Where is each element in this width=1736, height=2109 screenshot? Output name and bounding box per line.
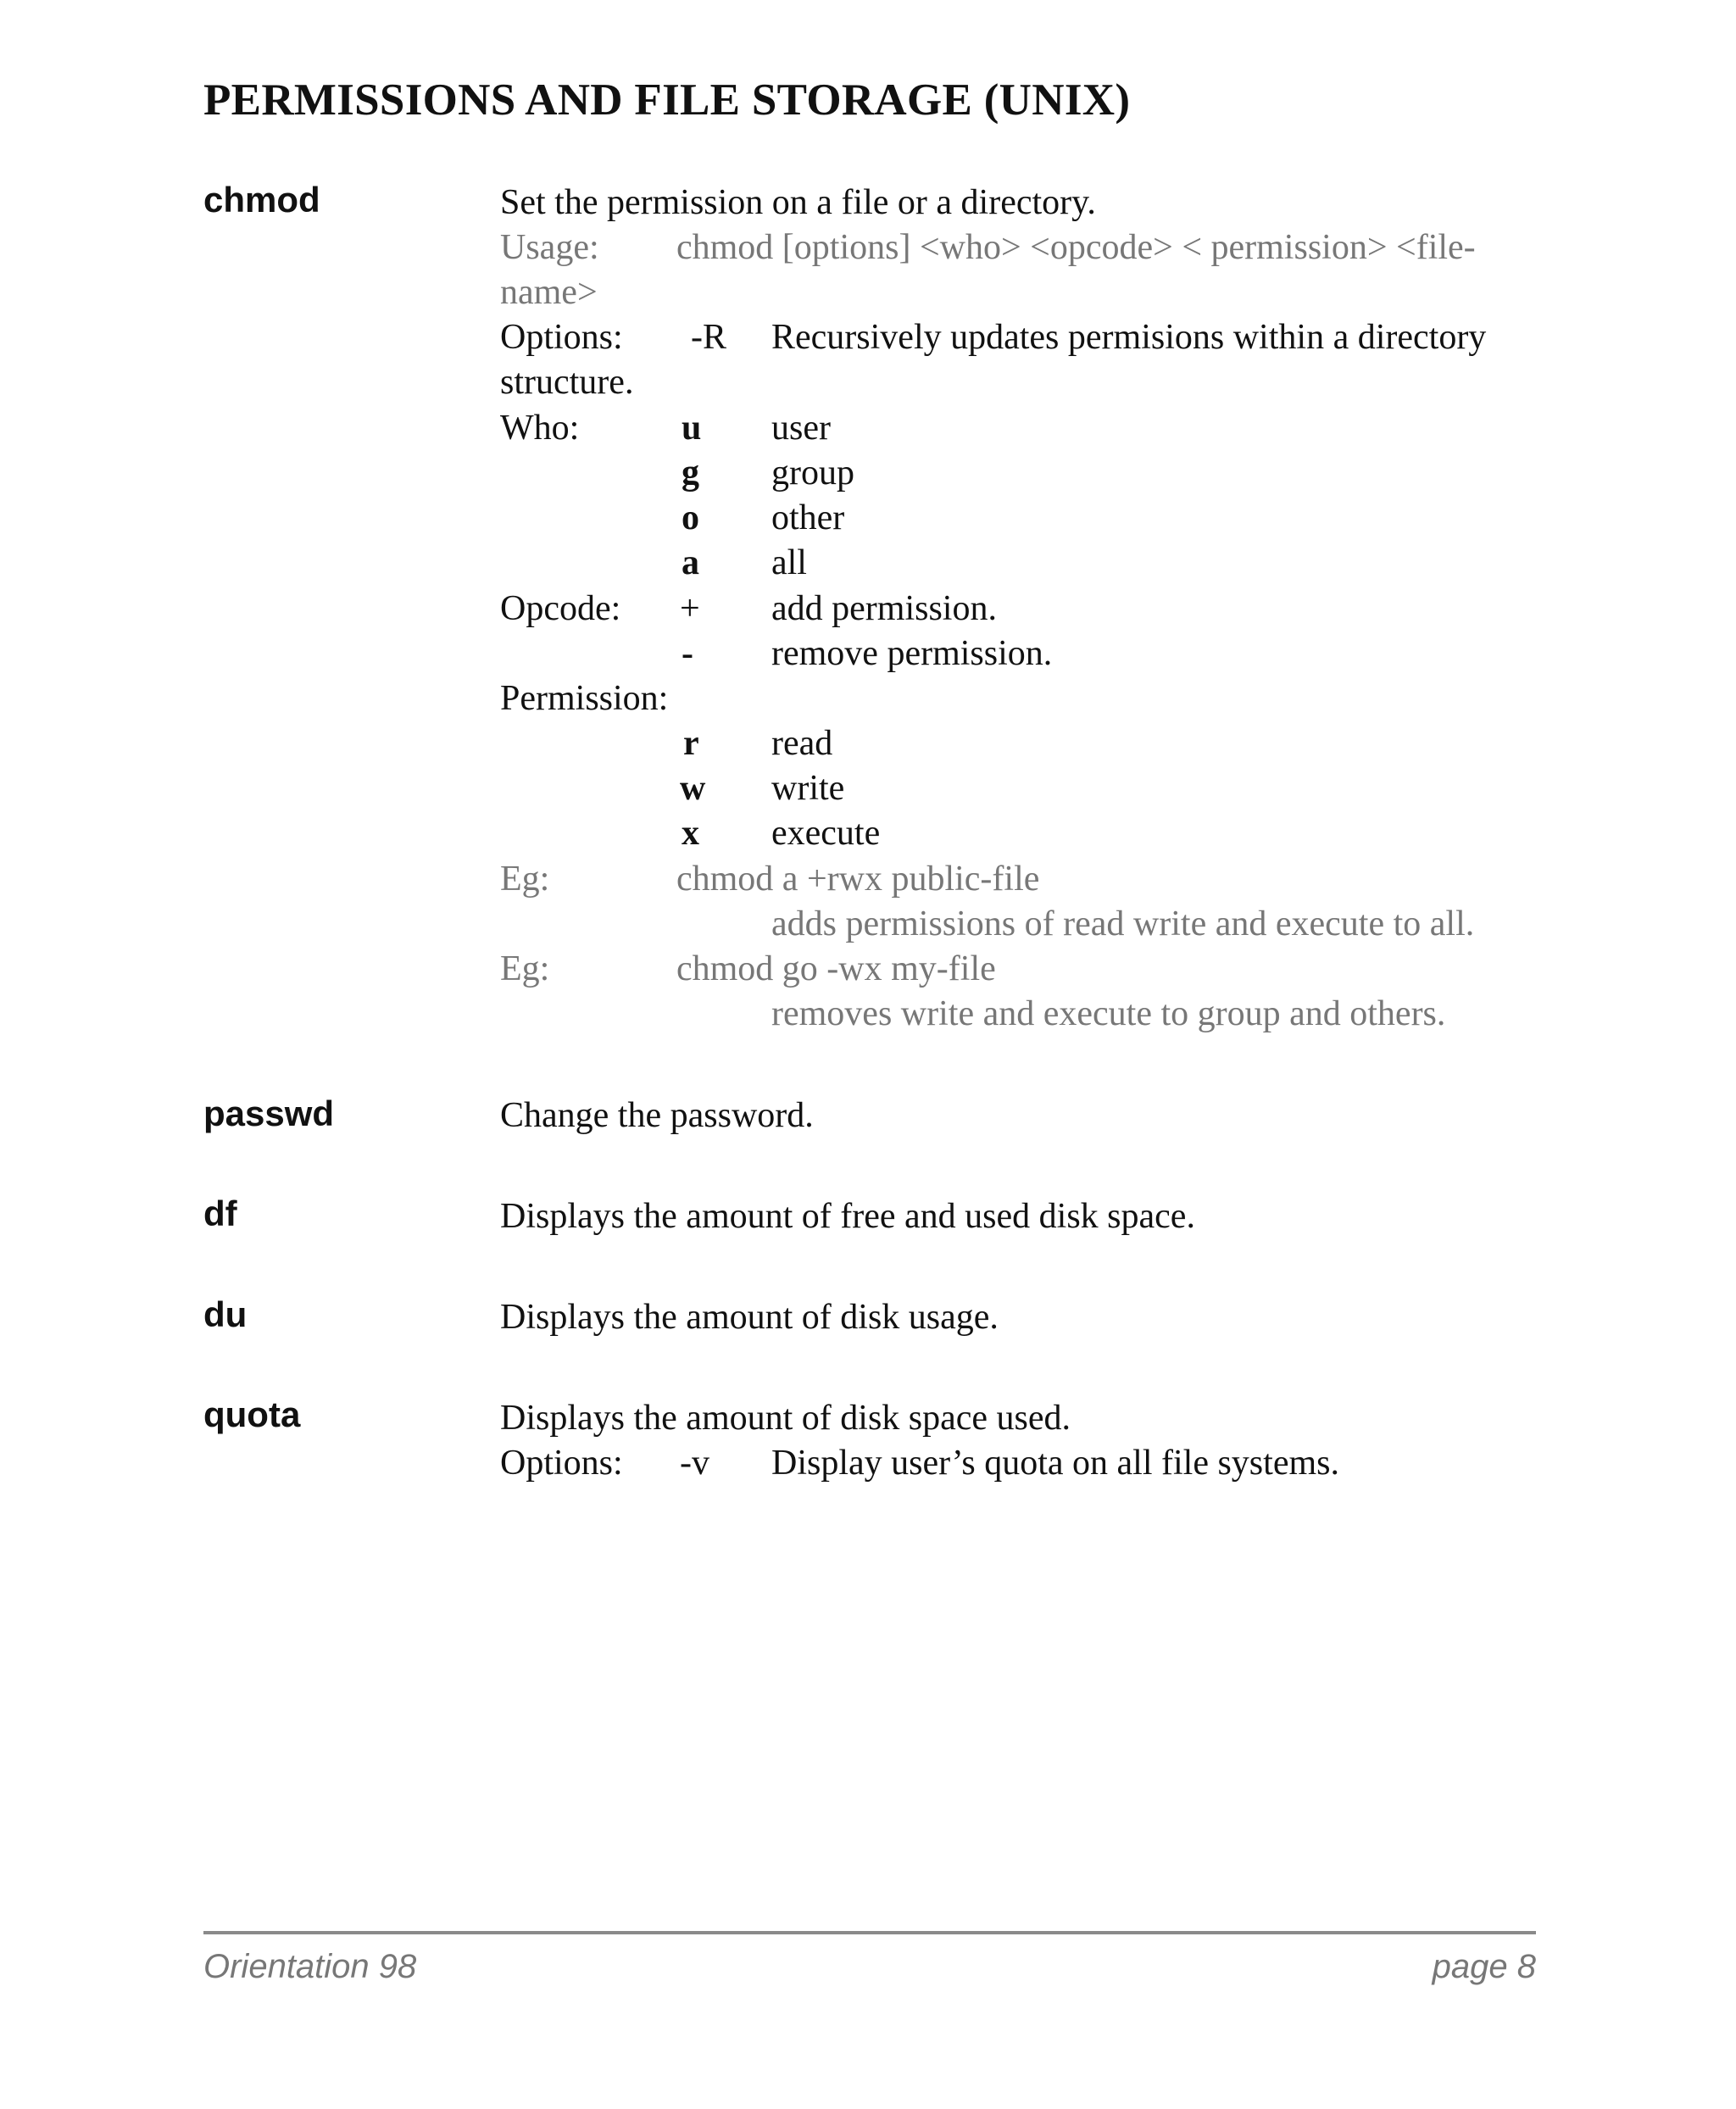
opcode-key-add: + [680, 589, 700, 628]
who-desc-all: all [771, 543, 807, 582]
chmod-options-flag: -R [691, 318, 726, 357]
quota-description: Displays the amount of disk space used. [500, 1399, 1071, 1438]
quota-options-flag: -v [680, 1444, 709, 1483]
who-desc-user: user [771, 409, 831, 448]
who-desc-group: group [771, 454, 854, 492]
chmod-usage-text: chmod [options] <who> <opcode> < permission> <file- [676, 228, 1476, 267]
permission-desc-read: read [771, 724, 833, 763]
df-description: Displays the amount of free and used disk space. [500, 1197, 1195, 1236]
chmod-options-continuation: structure. [500, 363, 634, 402]
chmod-who-label: Who: [500, 409, 580, 448]
chmod-usage-continuation: name> [500, 273, 598, 312]
who-key-u: u [682, 409, 702, 448]
chmod-description: Set the permission on a file or a directory. [500, 183, 1096, 222]
chmod-opcode-label: Opcode: [500, 589, 621, 628]
example-1-label: Eg: [500, 860, 550, 899]
chmod-permission-label: Permission: [500, 679, 669, 718]
command-du: du [203, 1294, 248, 1334]
chmod-usage-label: Usage: [500, 228, 599, 267]
example-2-description: removes write and execute to group and others. [771, 994, 1446, 1033]
opcode-desc-add: add permission. [771, 589, 997, 628]
permission-key-w: w [680, 769, 706, 808]
chmod-options-label: Options: [500, 318, 623, 357]
command-passwd: passwd [203, 1093, 335, 1133]
example-1-command: chmod a +rwx public-file [676, 860, 1040, 899]
who-key-g: g [682, 454, 699, 492]
quota-options-label: Options: [500, 1444, 623, 1483]
footer-page-number: page 8 [1432, 1948, 1536, 1985]
chmod-options-text: Recursively updates permisions within a directory [771, 318, 1487, 357]
who-desc-other: other [771, 498, 845, 537]
who-key-o: o [682, 498, 699, 537]
footer-rule [203, 1931, 1536, 1934]
example-2-label: Eg: [500, 949, 550, 988]
permission-desc-write: write [771, 769, 845, 808]
permission-key-r: r [683, 724, 699, 763]
opcode-desc-remove: remove permission. [771, 634, 1053, 673]
example-1-description: adds permissions of read write and execute to all. [771, 904, 1475, 943]
passwd-description: Change the password. [500, 1096, 814, 1135]
du-description: Displays the amount of disk usage. [500, 1298, 999, 1337]
permission-key-x: x [682, 814, 699, 853]
who-key-a: a [682, 543, 699, 582]
example-2-command: chmod go -wx my-file [676, 949, 996, 988]
page-title: PERMISSIONS AND FILE STORAGE (UNIX) [203, 75, 1131, 125]
command-chmod: chmod [203, 180, 320, 220]
permission-desc-execute: execute [771, 814, 881, 853]
quota-options-text: Display user’s quota on all file systems. [771, 1444, 1339, 1483]
opcode-key-remove: - [682, 634, 693, 673]
command-df: df [203, 1194, 237, 1233]
footer-left: Orientation 98 [203, 1948, 417, 1985]
command-quota: quota [203, 1394, 301, 1434]
